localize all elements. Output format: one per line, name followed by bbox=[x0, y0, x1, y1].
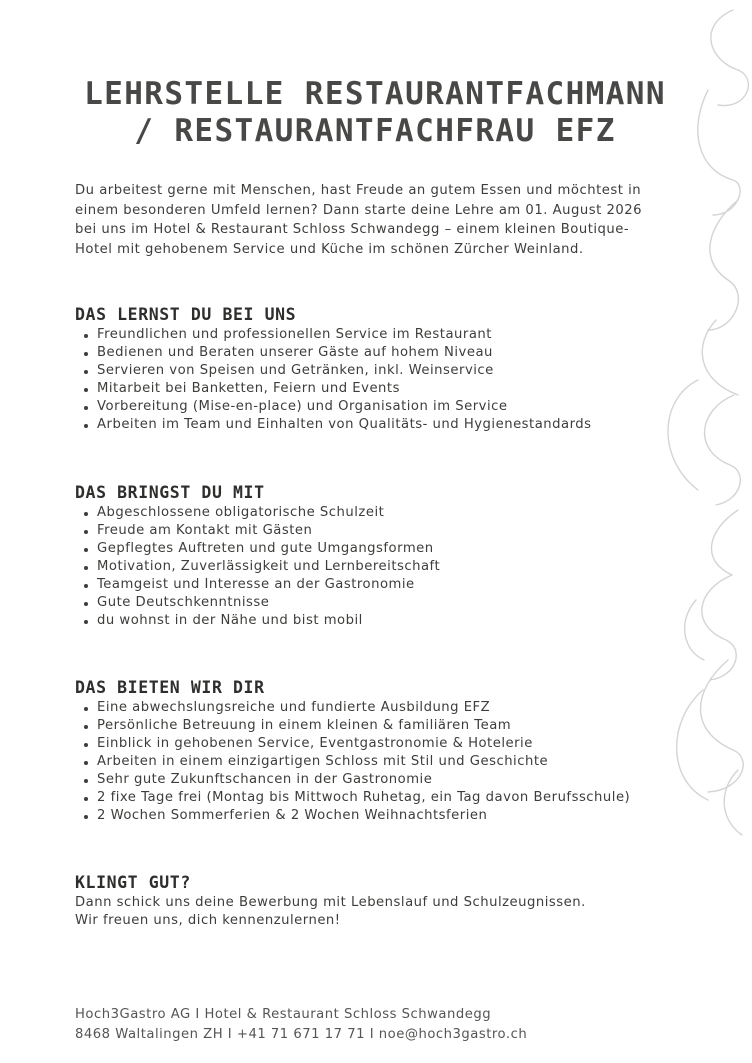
bullet-list bbox=[75, 326, 695, 434]
list-item: Servieren von Speisen und Getränken, inkl. Weinservice bbox=[75, 362, 695, 380]
list-item: Motivation, Zuverlässigkeit und Lernbereitschaft bbox=[75, 558, 695, 576]
list-item: 2 Wochen Sommerferien & 2 Wochen Weihnachtsferien bbox=[75, 807, 695, 825]
section-heading: KLINGT GUT? bbox=[75, 873, 191, 892]
list-item: Freundlichen und professionellen Service im Restaurant bbox=[75, 326, 695, 344]
bullet-list bbox=[75, 699, 695, 825]
intro-line: bei uns im Hotel & Restaurant Schloss Schwandegg – einem kleinen Boutique- bbox=[75, 222, 630, 237]
intro-line: einem besonderen Umfeld lernen? Dann starte deine Lehre am 01. August 2026 bbox=[75, 202, 643, 218]
list-item: Freude am Kontakt mit Gästen bbox=[75, 522, 695, 540]
list-item: Sehr gute Zukunftschancen in der Gastronomie bbox=[75, 771, 695, 789]
list-item: Abgeschlossene obligatorische Schulzeit bbox=[75, 504, 695, 522]
list-item: Gute Deutschkenntnisse bbox=[75, 594, 695, 612]
list-item: Bedienen und Beraten unserer Gäste auf hohem Niveau bbox=[75, 344, 695, 362]
list-item: du wohnst in der Nähe und bist mobil bbox=[75, 612, 695, 630]
list-item: Arbeiten in einem einzigartigen Schloss mit Stil und Geschichte bbox=[75, 753, 695, 771]
list-item: Vorbereitung (Mise-en-place) und Organisation im Service bbox=[75, 398, 695, 416]
section-requirements bbox=[75, 482, 695, 630]
footer-contact bbox=[75, 1005, 675, 1045]
bullet-list bbox=[75, 504, 695, 630]
list-item: Arbeiten im Team und Einhalten von Qualitäts- und Hygienestandards bbox=[75, 416, 695, 434]
intro-line: Hotel mit gehobenem Service und Küche im schönen Zürcher Weinland. bbox=[75, 241, 584, 257]
cta-text bbox=[75, 894, 695, 930]
footer-address: 8468 Waltalingen ZH I +41 71 671 17 71 I noe@hoch3gastro.ch bbox=[75, 1027, 528, 1042]
section-offer bbox=[75, 677, 695, 825]
list-item: Einblick in gehobenen Service, Eventgastronomie & Hotelerie bbox=[75, 735, 695, 753]
list-item: Mitarbeit bei Banketten, Feiern und Events bbox=[75, 380, 695, 398]
intro-paragraph bbox=[75, 181, 675, 259]
section-cta bbox=[75, 872, 695, 930]
page-title: LEHRSTELLE RESTAURANTFACHMANN / RESTAURANTFACHFRAU EFZ bbox=[84, 76, 666, 149]
cta-line: Dann schick uns deine Bewerbung mit Lebenslauf und Schulzeugnissen. bbox=[75, 895, 586, 910]
section-learn bbox=[75, 304, 695, 434]
section-heading: DAS BRINGST DU MIT bbox=[75, 483, 265, 502]
intro-line: Du arbeitest gerne mit Menschen, hast Freude an gutem Essen und möchtest in bbox=[75, 183, 642, 198]
list-item: 2 fixe Tage frei (Montag bis Mittwoch Ruhetag, ein Tag davon Berufsschule) bbox=[75, 789, 695, 807]
list-item: Eine abwechslungsreiche und fundierte Ausbildung EFZ bbox=[75, 699, 695, 717]
cta-line: Wir freuen uns, dich kennenzulernen! bbox=[75, 913, 341, 928]
list-item: Teamgeist und Interesse an der Gastronomie bbox=[75, 576, 695, 594]
list-item: Persönliche Betreuung in einem kleinen & familiären Team bbox=[75, 717, 695, 735]
section-heading: DAS BIETEN WIR DIR bbox=[75, 678, 265, 697]
list-item: Gepflegtes Auftreten und gute Umgangsformen bbox=[75, 540, 695, 558]
section-heading: DAS LERNST DU BEI UNS bbox=[75, 305, 297, 324]
footer-company: Hoch3Gastro AG I Hotel & Restaurant Schloss Schwandegg bbox=[75, 1007, 492, 1022]
